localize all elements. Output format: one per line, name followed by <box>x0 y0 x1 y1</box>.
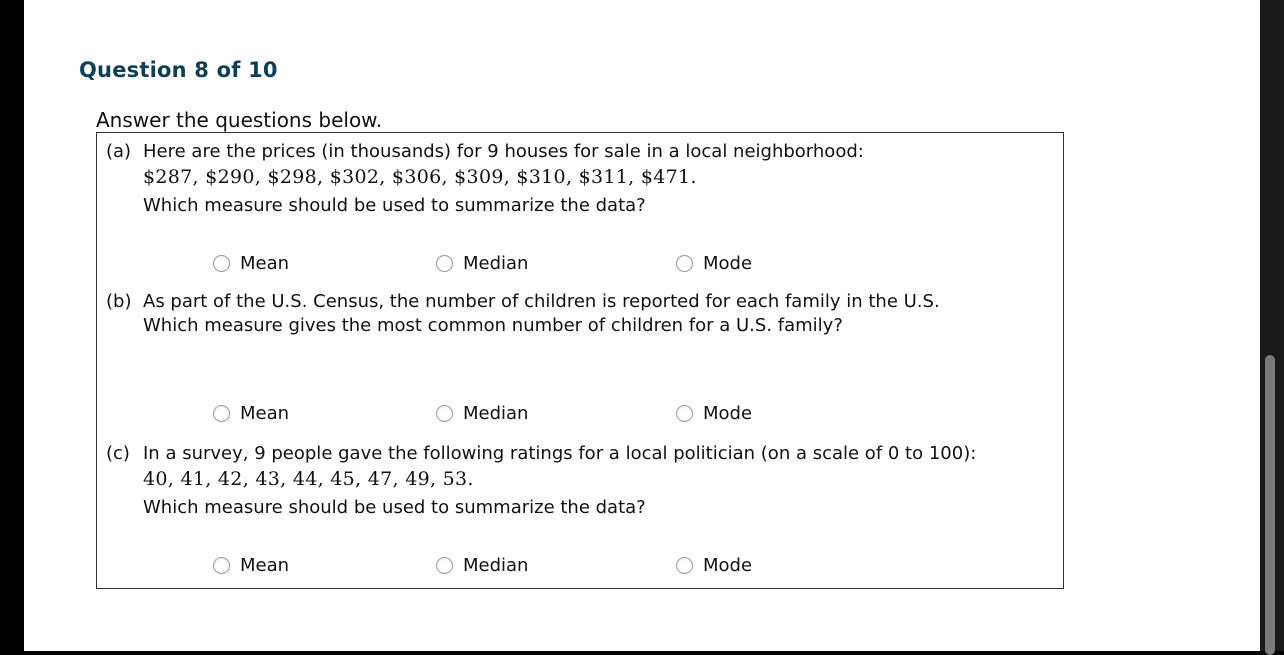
radio-button[interactable] <box>436 557 453 574</box>
radio-button[interactable] <box>676 255 693 272</box>
question-title: Question 8 of 10 <box>79 58 278 82</box>
radio-button[interactable] <box>213 405 230 422</box>
part-c-question: Which measure should be used to summarize the data? <box>143 497 646 518</box>
radio-button[interactable] <box>213 557 230 574</box>
part-c-data: 40, 41, 42, 43, 44, 45, 47, 49, 53. <box>143 468 474 490</box>
part-letter: (a) <box>106 141 132 162</box>
part-a-prompt: Here are the prices (in thousands) for 9 houses for sale in a local neighborhood: <box>143 141 864 162</box>
option-label: Mode <box>703 403 753 424</box>
part-a-question: Which measure should be used to summarize the data? <box>143 195 646 216</box>
option-label: Mean <box>240 555 290 576</box>
radio-button[interactable] <box>676 405 693 422</box>
option-mode[interactable] <box>676 253 752 274</box>
option-label: Median <box>463 403 529 424</box>
option-label: Median <box>463 555 529 576</box>
question-part-b <box>96 284 1064 436</box>
option-mean[interactable] <box>213 403 289 424</box>
option-label: Mode <box>703 555 753 576</box>
option-median[interactable] <box>436 253 528 274</box>
scrollbar-thumb[interactable] <box>1265 355 1275 655</box>
part-letter: (c) <box>106 443 130 464</box>
option-label: Mode <box>703 253 753 274</box>
part-c-prompt: In a survey, 9 people gave the following ratings for a local politician (on a scale of 0 to 100): <box>143 443 977 464</box>
option-median[interactable] <box>436 403 528 424</box>
question-part-a <box>96 132 1064 285</box>
option-median[interactable] <box>436 555 528 576</box>
option-mean[interactable] <box>213 253 289 274</box>
option-label: Mean <box>240 253 290 274</box>
part-a-data: $287, $290, $298, $302, $306, $309, $310, $311, $471. <box>143 166 697 188</box>
question-part-c <box>96 435 1064 589</box>
radio-button[interactable] <box>676 557 693 574</box>
part-b-prompt: As part of the U.S. Census, the number of children is reported for each family in the U.S. <box>143 291 940 312</box>
option-label: Mean <box>240 403 290 424</box>
option-mode[interactable] <box>676 555 752 576</box>
option-mean[interactable] <box>213 555 289 576</box>
part-letter: (b) <box>106 291 132 312</box>
option-mode[interactable] <box>676 403 752 424</box>
radio-button[interactable] <box>213 255 230 272</box>
radio-button[interactable] <box>436 255 453 272</box>
radio-button[interactable] <box>436 405 453 422</box>
option-label: Median <box>463 253 529 274</box>
part-b-question: Which measure gives the most common number of children for a U.S. family? <box>143 315 843 336</box>
instructions: Answer the questions below. <box>96 108 383 132</box>
